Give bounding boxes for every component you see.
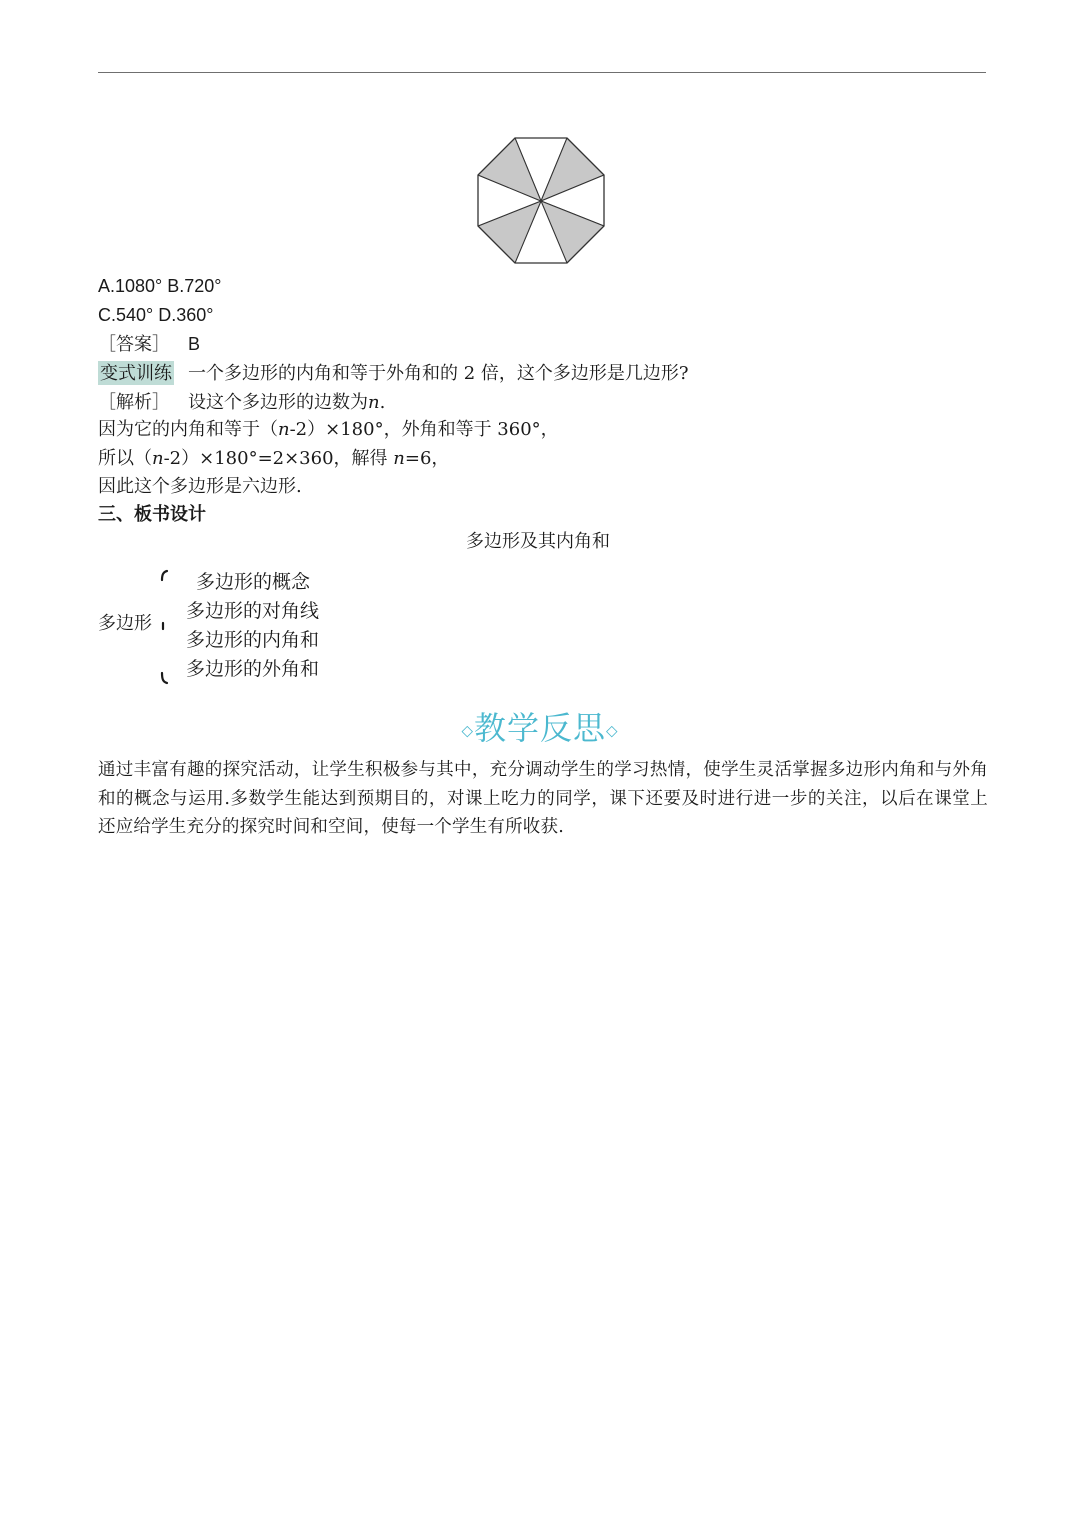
- answer-value: B: [188, 334, 201, 354]
- section-heading: 三、板书设计: [98, 504, 206, 525]
- variant-line: [98, 361, 689, 386]
- analysis-period: .: [379, 392, 386, 413]
- board-item-concept: 多边形的概念: [196, 571, 311, 593]
- options-line-2: [98, 303, 213, 327]
- analysis-line-2-post: -2）×180°，外角和等于 360°，: [289, 419, 559, 440]
- analysis-line-3-mid: -2）×180°=2×360，解得: [163, 448, 394, 469]
- options-line-1: [98, 274, 222, 298]
- options-cd: C.540° D.360°: [98, 305, 214, 325]
- diamond-right-icon: ◇: [606, 721, 619, 740]
- reflection-title-text: 教学反思: [473, 709, 606, 747]
- brace-icon: [158, 565, 178, 689]
- options-ab: A.1080° B.720°: [98, 276, 222, 296]
- answer-line: [98, 332, 200, 356]
- analysis-conclusion: 因此这个多边形是六边形.: [98, 476, 302, 497]
- analysis-line-3-post: =6，: [404, 448, 450, 469]
- analysis-line-3-var: n: [152, 448, 164, 469]
- board-title: 多边形及其内角和: [466, 531, 610, 552]
- analysis-line-3-var2: n: [393, 448, 405, 469]
- board-item-interior: 多边形的内角和: [186, 629, 320, 651]
- analysis-line-4: [98, 475, 302, 499]
- reflection-paragraph: 通过丰富有趣的探究活动，让学生积极参与其中，充分调动学生的学习热情，使学生灵活掌握多边形内角和与外角和的概念与运用.多数学生能达到预期目的，对课上吃力的同学，课下还要及时进行进一步的关注，以后在课堂上还应给学生充分的探究时间和空间，使每一个学生有所收获.: [98, 760, 988, 837]
- analysis-line-2-var: n: [278, 419, 290, 440]
- analysis-line-2: [98, 418, 559, 442]
- variant-tag: 变式训练: [100, 363, 172, 383]
- board-item-diagonal: 多边形的对角线: [186, 600, 320, 622]
- analysis-tag: ［解析］: [98, 392, 170, 412]
- analysis-line-1: [98, 390, 385, 415]
- answer-tag: ［答案］: [98, 334, 170, 354]
- board-root: 多边形: [98, 613, 152, 634]
- header-rule: [98, 72, 986, 73]
- diamond-left-icon: ◇: [461, 721, 474, 740]
- octagon-figure: [476, 137, 606, 265]
- reflection-title: [0, 706, 1080, 753]
- variant-question: 一个多边形的内角和等于外角和的 2 倍，这个多边形是几边形?: [188, 363, 689, 384]
- analysis-line-3-pre: 所以（: [98, 448, 152, 469]
- analysis-line-3: [98, 447, 449, 471]
- analysis-var: n: [368, 392, 380, 413]
- analysis-text: 设这个多边形的边数为: [188, 392, 368, 413]
- analysis-line-2-pre: 因为它的内角和等于（: [98, 419, 278, 440]
- board-item-exterior: 多边形的外角和: [186, 658, 320, 680]
